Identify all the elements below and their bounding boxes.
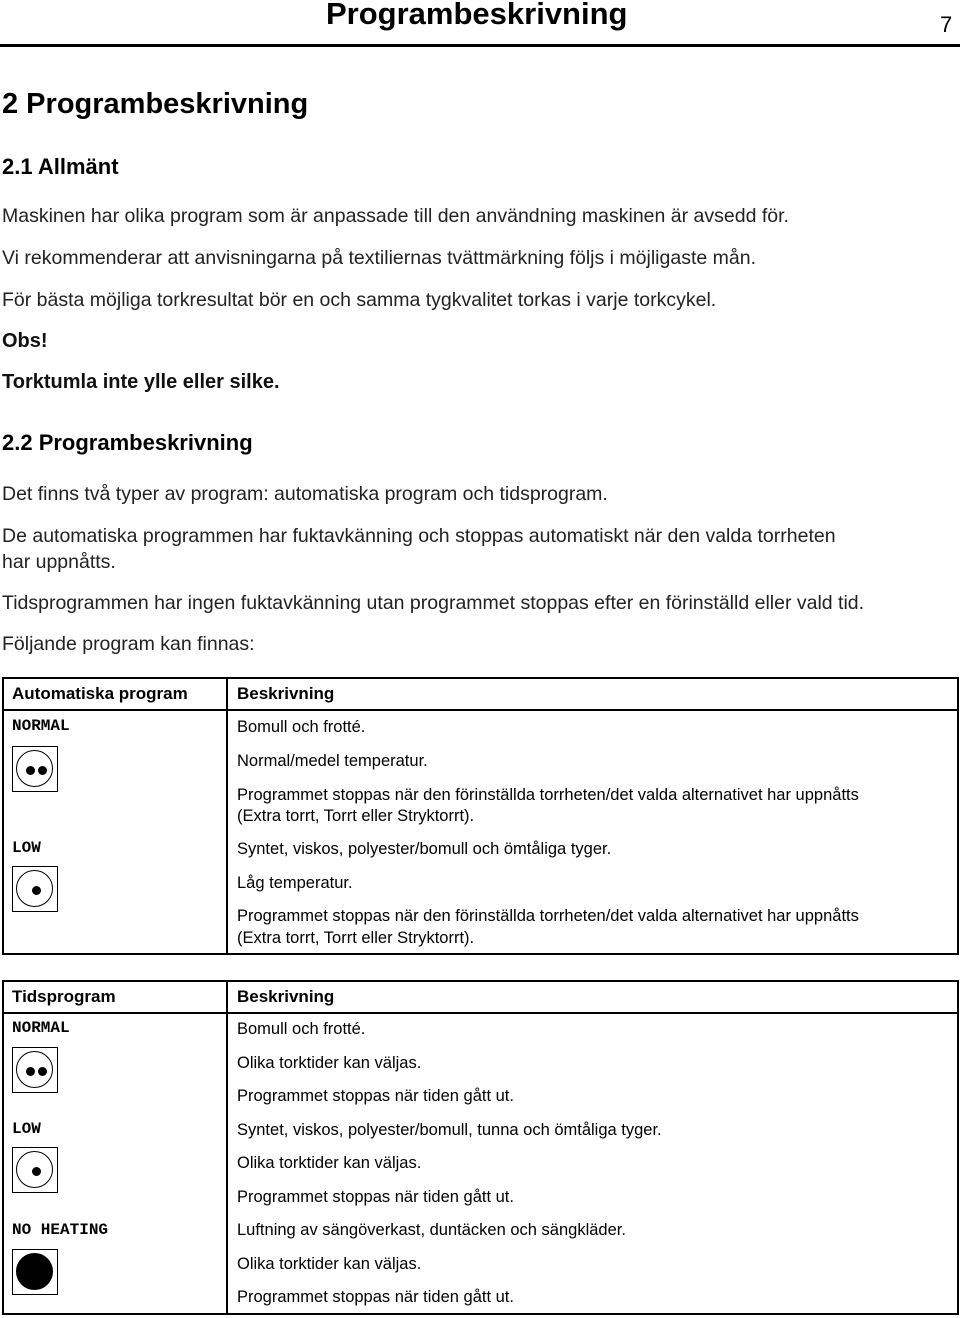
description-line: (Extra torrt, Torrt eller Stryktorrt). [237, 929, 475, 947]
description-line: Luftning av sängöverkast, duntäcken och sängkläder. [237, 1221, 626, 1239]
one-dot-circle-icon [12, 866, 58, 912]
description-line: Normal/medel temperatur. [237, 752, 428, 770]
description-line: (Extra torrt, Torrt eller Stryktorrt). [237, 807, 475, 825]
table-header-program: Tidsprogram [12, 987, 116, 1006]
paragraph: För bästa möjliga torkresultat bör en och samma tygkvalitet torkas i varje torkcykel. [2, 289, 717, 311]
program-name-low: LOW [12, 1120, 41, 1138]
table-header-description: Beskrivning [237, 987, 335, 1006]
section-heading-programbeskrivning: 2.2 Programbeskrivning [2, 430, 253, 455]
table-divider [2, 1012, 959, 1014]
description-line: Programmet stoppas när den förinställda torrheten/det valda alternativet har uppnåtts [237, 786, 859, 804]
running-header-title: Programbeskrivning [326, 0, 628, 31]
page-number: 7 [940, 12, 953, 37]
description-line: Bomull och frotté. [237, 718, 366, 736]
table-divider [226, 677, 228, 955]
program-name-normal: NORMAL [12, 717, 70, 735]
time-programs-table [2, 980, 959, 1315]
one-dot-circle-icon [12, 1147, 58, 1193]
paragraph: har uppnåtts. [2, 551, 116, 573]
description-line: Programmet stoppas när den förinställda torrheten/det valda alternativet har uppnåtts [237, 907, 859, 925]
program-name-no-heating: NO HEATING [12, 1221, 109, 1239]
two-dot-circle-icon [12, 1047, 58, 1093]
description-line: Programmet stoppas när tiden gått ut. [237, 1087, 514, 1105]
table-divider [2, 709, 959, 711]
filled-circle-icon [12, 1249, 58, 1295]
description-line: Syntet, viskos, polyester/bomull och ömtåliga tyger. [237, 840, 612, 858]
header-rule [0, 44, 960, 47]
paragraph: Vi rekommenderar att anvisningarna på textiliernas tvättmärkning följs i möjligaste mån. [2, 247, 756, 269]
table-header-program: Automatiska program [12, 684, 188, 703]
paragraph: Det finns två typer av program: automatiska program och tidsprogram. [2, 483, 608, 505]
paragraph: Maskinen har olika program som är anpassade till den användning maskinen är avsedd för. [2, 205, 789, 227]
program-name-normal: NORMAL [12, 1019, 70, 1037]
chapter-title: 2 Programbeskrivning [2, 88, 309, 120]
table-header-description: Beskrivning [237, 684, 335, 703]
description-line: Olika torktider kan väljas. [237, 1154, 422, 1172]
description-line: Bomull och frotté. [237, 1020, 366, 1038]
program-name-low: LOW [12, 839, 41, 857]
two-dot-circle-icon [12, 746, 58, 792]
table-divider [226, 980, 228, 1315]
description-line: Olika torktider kan väljas. [237, 1054, 422, 1072]
paragraph: De automatiska programmen har fuktavkänning och stoppas automatiskt när den valda torrheten [2, 525, 836, 547]
description-line: Programmet stoppas när tiden gått ut. [237, 1188, 514, 1206]
note-label: Obs! [2, 330, 48, 352]
paragraph: Tidsprogrammen har ingen fuktavkänning utan programmet stoppas efter en förinställd eller vald tid. [2, 592, 865, 614]
description-line: Programmet stoppas när tiden gått ut. [237, 1288, 514, 1306]
description-line: Olika torktider kan väljas. [237, 1255, 422, 1273]
section-heading-allmant: 2.1 Allmänt [2, 154, 119, 179]
description-line: Syntet, viskos, polyester/bomull, tunna och ömtåliga tyger. [237, 1121, 662, 1139]
paragraph: Följande program kan finnas: [2, 633, 255, 655]
description-line: Låg temperatur. [237, 874, 353, 892]
note-text: Torktumla inte ylle eller silke. [2, 371, 280, 393]
